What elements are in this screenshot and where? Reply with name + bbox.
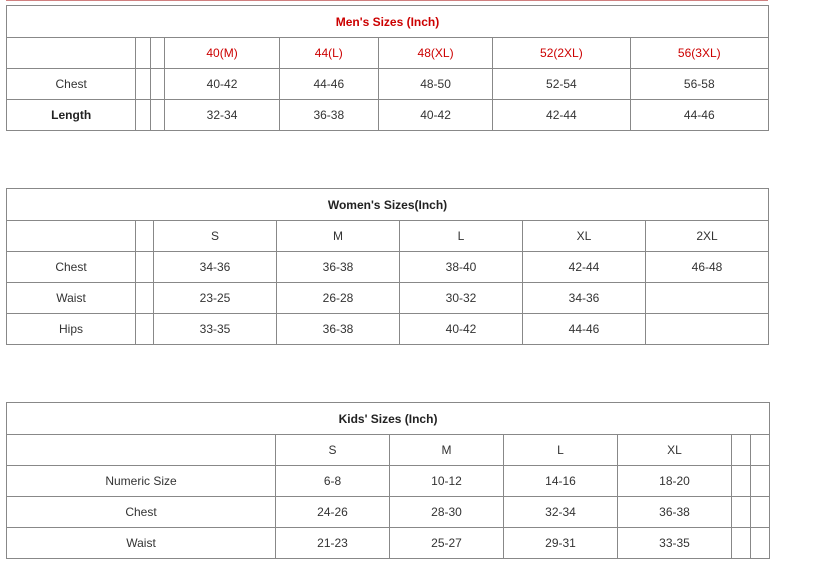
womens-size-table	[6, 188, 769, 345]
kids-size-header: M	[390, 435, 504, 466]
spacer-cell	[136, 252, 154, 283]
mens-table-title: Men's Sizes (Inch)	[7, 6, 769, 38]
table-cell: 36-38	[277, 314, 400, 345]
table-cell: 40-42	[400, 314, 523, 345]
kids-size-table	[6, 402, 770, 559]
table-cell: 46-48	[646, 252, 769, 283]
spacer-cell	[136, 221, 154, 252]
table-row	[7, 528, 770, 559]
table-cell: 24-26	[276, 497, 390, 528]
table-cell: 18-20	[618, 466, 732, 497]
spacer-cell	[751, 466, 770, 497]
row-label: Chest	[7, 252, 136, 283]
table-cell: 40-42	[378, 100, 492, 131]
table-cell: 38-40	[400, 252, 523, 283]
table-cell: 36-38	[279, 100, 378, 131]
table-cell: 21-23	[276, 528, 390, 559]
table-cell: 44-46	[523, 314, 646, 345]
womens-header-empty	[7, 221, 136, 252]
table-cell: 34-36	[523, 283, 646, 314]
row-label: Length	[7, 100, 136, 131]
mens-size-table	[6, 5, 769, 131]
mens-size-header-row	[7, 38, 769, 69]
table-row	[7, 100, 769, 131]
kids-table-title: Kids' Sizes (Inch)	[7, 403, 770, 435]
kids-header-empty	[7, 435, 276, 466]
spacer-cell	[732, 466, 751, 497]
spacer-cell	[751, 435, 770, 466]
mens-header-empty	[7, 38, 136, 69]
spacer-cell	[732, 497, 751, 528]
mens-size-header: 40(M)	[165, 38, 279, 69]
row-label: Chest	[7, 497, 276, 528]
table-cell: 25-27	[390, 528, 504, 559]
top-divider	[6, 0, 768, 1]
kids-size-header: L	[504, 435, 618, 466]
table-row	[7, 283, 769, 314]
mens-size-header: 56(3XL)	[630, 38, 768, 69]
table-row	[7, 252, 769, 283]
spacer-cell	[751, 497, 770, 528]
womens-size-header: M	[277, 221, 400, 252]
table-cell: 28-30	[390, 497, 504, 528]
kids-size-header: XL	[618, 435, 732, 466]
spacer-cell	[136, 283, 154, 314]
table-cell: 29-31	[504, 528, 618, 559]
mens-size-header: 52(2XL)	[493, 38, 630, 69]
row-label: Waist	[7, 528, 276, 559]
row-label: Hips	[7, 314, 136, 345]
table-cell: 52-54	[493, 69, 630, 100]
table-cell	[646, 314, 769, 345]
spacer-cell	[136, 100, 151, 131]
table-row	[7, 497, 770, 528]
kids-size-header-row	[7, 435, 770, 466]
row-label: Numeric Size	[7, 466, 276, 497]
table-cell: 26-28	[277, 283, 400, 314]
spacer-cell	[136, 69, 151, 100]
table-cell: 10-12	[390, 466, 504, 497]
table-cell	[646, 283, 769, 314]
kids-size-header: S	[276, 435, 390, 466]
table-row	[7, 466, 770, 497]
row-label: Waist	[7, 283, 136, 314]
womens-table-title: Women's Sizes(Inch)	[7, 189, 769, 221]
table-cell: 36-38	[618, 497, 732, 528]
table-cell: 6-8	[276, 466, 390, 497]
womens-size-header-row	[7, 221, 769, 252]
spacer-cell	[732, 528, 751, 559]
table-cell: 33-35	[618, 528, 732, 559]
womens-size-header: L	[400, 221, 523, 252]
mens-size-header: 48(XL)	[378, 38, 492, 69]
spacer-cell	[136, 38, 151, 69]
table-row	[7, 69, 769, 100]
table-row	[7, 314, 769, 345]
table-cell: 42-44	[523, 252, 646, 283]
table-cell: 36-38	[277, 252, 400, 283]
womens-size-header: XL	[523, 221, 646, 252]
table-cell: 44-46	[630, 100, 768, 131]
spacer-cell	[151, 38, 165, 69]
table-cell: 14-16	[504, 466, 618, 497]
row-label: Chest	[7, 69, 136, 100]
spacer-cell	[732, 435, 751, 466]
table-cell: 42-44	[493, 100, 630, 131]
spacer-cell	[136, 314, 154, 345]
table-cell: 56-58	[630, 69, 768, 100]
table-cell: 23-25	[154, 283, 277, 314]
table-cell: 34-36	[154, 252, 277, 283]
spacer-cell	[151, 69, 165, 100]
spacer-cell	[151, 100, 165, 131]
table-cell: 32-34	[504, 497, 618, 528]
womens-size-header: 2XL	[646, 221, 769, 252]
table-cell: 44-46	[279, 69, 378, 100]
table-cell: 32-34	[165, 100, 279, 131]
womens-size-header: S	[154, 221, 277, 252]
table-cell: 30-32	[400, 283, 523, 314]
mens-size-header: 44(L)	[279, 38, 378, 69]
table-cell: 48-50	[378, 69, 492, 100]
table-cell: 40-42	[165, 69, 279, 100]
table-cell: 33-35	[154, 314, 277, 345]
spacer-cell	[751, 528, 770, 559]
